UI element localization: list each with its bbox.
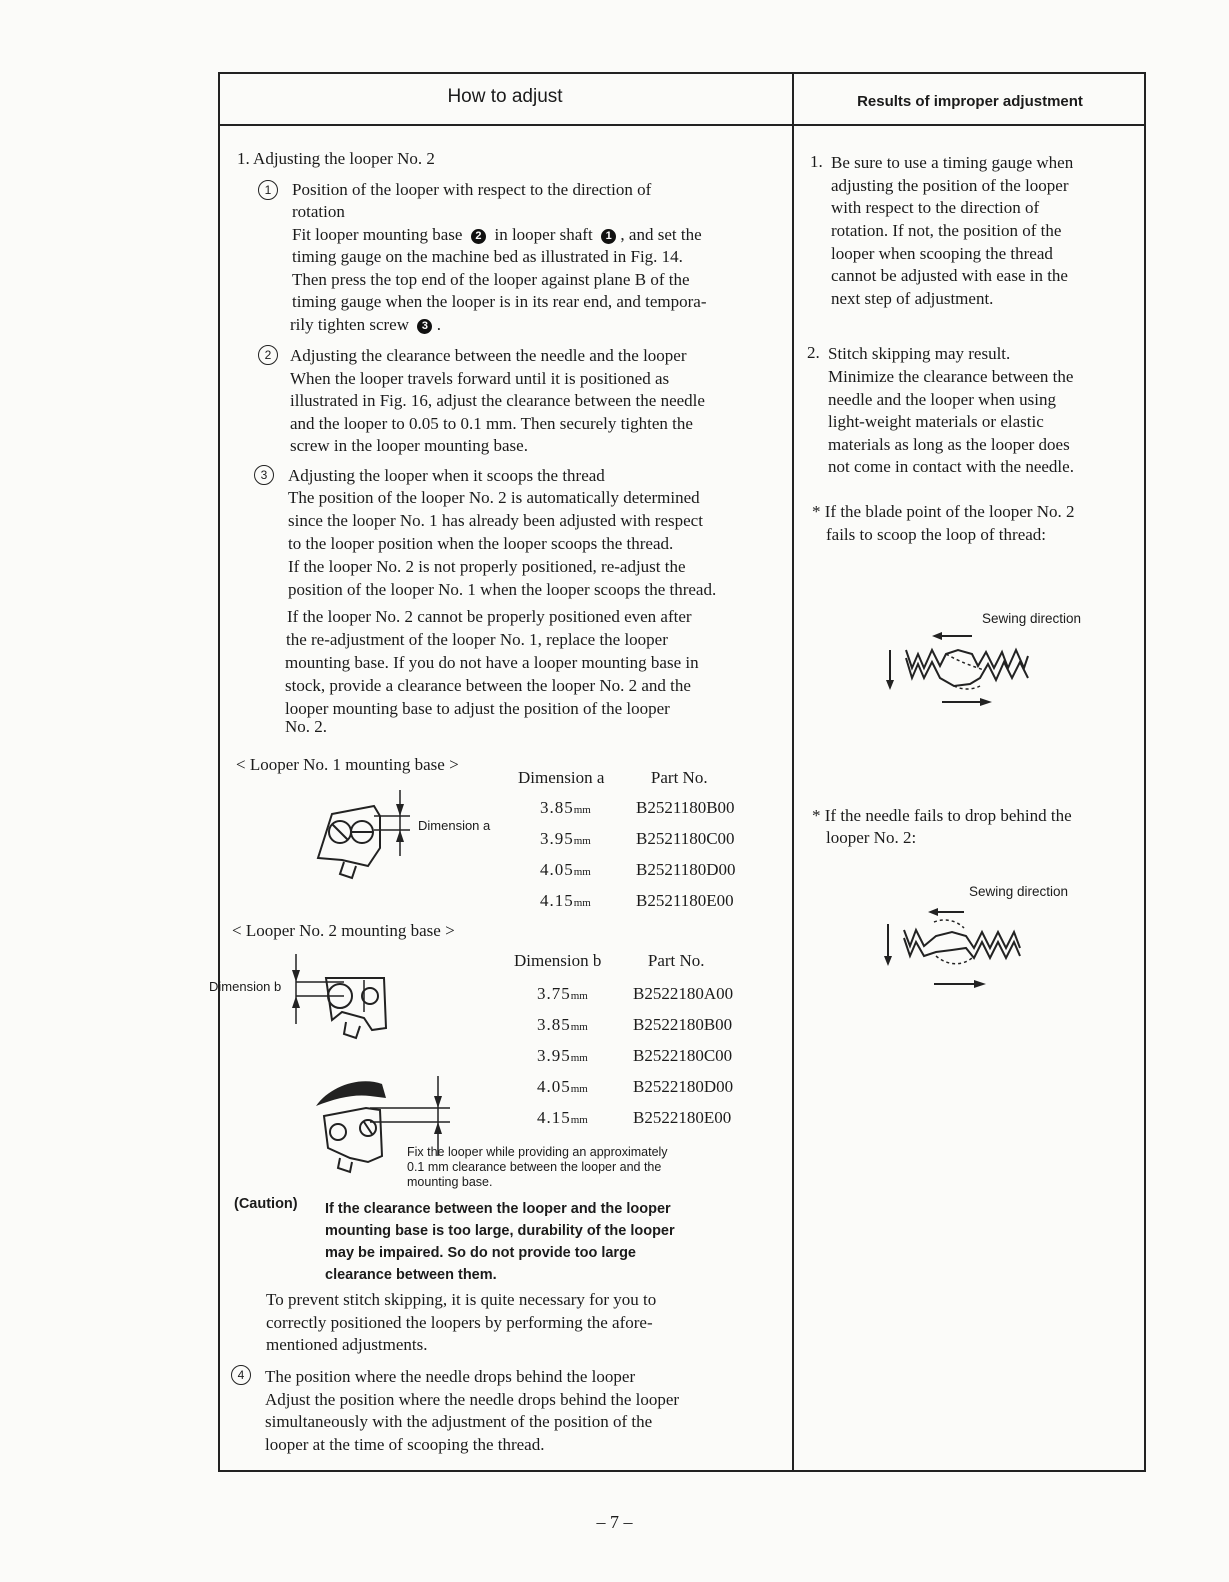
prevent-line: correctly positioned the loopers by performing the afore- [266,1313,653,1332]
result-1-line: Be sure to use a timing gauge when [831,153,1074,172]
table2-row [537,1108,731,1128]
step-3-line: Adjusting the looper when it scoops the thread [288,466,605,485]
table1-header [518,768,708,788]
case-2-line: * If the needle fails to drop behind the [812,806,1072,825]
looper1-mounting-base-illustration [310,786,420,890]
table1-row [540,798,735,818]
prevent-line: mentioned adjustments. [266,1335,428,1354]
table2-part-cell: B2522180C00 [633,1046,733,1065]
stitch-diagram-1 [880,628,1040,712]
table2-part-cell: B2522180B00 [633,1015,733,1034]
step-3-line: If the looper No. 2 is not properly positioned, re-adjust the [288,557,686,576]
fix-note-line: 0.1 mm clearance between the looper and the [407,1160,662,1174]
circled-number-1: 1 [258,180,278,200]
table1-header-part: Part No. [650,768,708,787]
table2-dimension-cell [537,1077,617,1097]
step-3-line: No. 2. [285,717,328,736]
result-1-line: cannot be adjusted with ease in the [831,266,1068,285]
column-divider [792,72,794,1472]
caution-line: may be impaired. So do not provide too large [325,1245,636,1261]
table1-part-cell: B2521180E00 [636,891,734,910]
looper1-title: < Looper No. 1 mounting base > [236,755,459,774]
result-2-line: materials as long as the looper does [828,435,1070,454]
header-how-to-adjust: How to adjust [447,86,563,107]
table1-part-cell: B2521180C00 [636,829,735,848]
table2-header-dimension: Dimension b [514,951,602,970]
dimension-unit: mm [570,1021,588,1033]
table2-dimension-cell [537,1108,617,1128]
table2-part-cell: B2522180E00 [633,1108,732,1127]
step-3-line: If the looper No. 2 cannot be properly positioned even after [287,607,692,626]
table2-part-cell: B2522180A00 [633,984,734,1003]
table2-dimension-cell [537,984,617,1004]
result-1-line: looper when scooping the thread [831,244,1053,263]
dimension-unit: mm [570,990,588,1002]
step-2-line: Adjusting the clearance between the needle and the looper [290,346,687,365]
step-1-line: Then press the top end of the looper against plane B of the [292,270,690,289]
dimension-a-label: Dimension a [418,818,491,833]
table2-row [537,1046,732,1066]
circled-number-2: 2 [258,345,278,365]
table1-part-cell: B2521180D00 [636,860,736,879]
step-1-line [292,224,702,247]
part-number-badge: 3 [417,319,432,334]
step-1-line: timing gauge when the looper is in its rear end, and tempora- [292,292,707,311]
step-3-line: looper mounting base to adjust the position of the looper [285,699,670,718]
text-segment: rily tighten screw [290,315,409,334]
dimension-unit: mm [573,897,591,909]
result-2-line: Minimize the clearance between the [828,367,1074,386]
result-2-line: needle and the looper when using [828,390,1057,409]
case-2-line: looper No. 2: [826,828,917,847]
table2-dimension-cell [537,1015,617,1035]
caution-line: If the clearance between the looper and the looper [325,1201,671,1217]
step-4-line: Adjust the position where the needle drops behind the looper [265,1390,680,1409]
step-2-line: and the looper to 0.05 to 0.1 mm. Then securely tighten the [290,414,693,433]
result-1-line: adjusting the position of the looper [831,176,1069,195]
result-1-line: next step of adjustment. [831,289,994,308]
looper2-mounting-base-illustration [284,950,399,1042]
dimension-unit: mm [573,804,591,816]
dimension-value: 4.15 [540,891,574,910]
header-results: Results of improper adjustment [857,93,1083,110]
result-2-number: 2. [807,343,820,362]
caution-text [325,1198,675,1286]
dimension-unit: mm [573,866,591,878]
step-4-line: looper at the time of scooping the thread. [265,1435,545,1454]
result-1-line: rotation. If not, the position of the [831,221,1062,240]
fix-note-line: Fix the looper while providing an approximately [407,1145,668,1159]
dimension-unit: mm [570,1114,588,1126]
step-4-line: The position where the needle drops behind the looper [265,1367,636,1386]
step-1-line [290,314,441,337]
table1-header-dimension: Dimension a [518,768,605,787]
caution-line: clearance between them. [325,1267,497,1283]
table2-row [537,1015,732,1035]
dimension-b-label: Dimension b [209,979,282,994]
fix-note-line: mounting base. [407,1175,493,1189]
dimension-value: 3.95 [540,829,574,848]
step-3-line: stock, provide a clearance between the looper No. 2 and the [285,676,691,695]
table2-row [537,984,733,1004]
table1-row [540,860,736,880]
table1-dimension-cell [540,891,620,911]
table1-dimension-cell [540,860,620,880]
case-1-line: * If the blade point of the looper No. 2 [812,502,1075,521]
table2-dimension-cell [537,1046,617,1066]
result-2-line: Stitch skipping may result. [828,344,1011,363]
dimension-value: 3.85 [540,798,574,817]
result-1-line: with respect to the direction of [831,198,1040,217]
step-3-line: the re-adjustment of the looper No. 1, replace the looper [286,630,668,649]
step-4-line: simultaneously with the adjustment of the position of the [265,1412,653,1431]
dimension-value: 4.05 [540,860,574,879]
result-2-line: light-weight materials or elastic [828,412,1044,431]
table2-header-part: Part No. [647,951,705,970]
table1-dimension-cell [540,798,620,818]
step-1-line: timing gauge on the machine bed as illustrated in Fig. 14. [292,247,683,266]
caution-line: mounting base is too large, durability of the looper [325,1223,675,1239]
step-2-line: When the looper travels forward until it is positioned as [290,369,670,388]
text-segment: in looper shaft [494,225,593,244]
looper2-title: < Looper No. 2 mounting base > [232,921,455,940]
step-2-line: illustrated in Fig. 16, adjust the clearance between the needle [290,391,705,410]
step-3-line: since the looper No. 1 has already been adjusted with respect [288,511,703,530]
part-number-badge: 2 [471,229,486,244]
section-1-title: 1. Adjusting the looper No. 2 [237,149,435,168]
dimension-value: 4.15 [537,1108,571,1127]
text-segment: Fit looper mounting base [292,225,463,244]
stitch-diagram-2 [876,900,1036,992]
table2-part-cell: B2522180D00 [633,1077,734,1096]
dimension-unit: mm [570,1052,588,1064]
case-1-line: fails to scoop the loop of thread: [826,525,1047,544]
step-3-line: to the looper position when the looper scoops the thread. [288,534,674,553]
page-number: – 7 – [596,1512,633,1532]
sewing-direction-label-2: Sewing direction [969,884,1069,899]
dimension-value: 4.05 [537,1077,571,1096]
table2-header [514,951,705,971]
dimension-value: 3.95 [537,1046,571,1065]
step-3-line: position of the looper No. 1 when the looper scoops the thread. [288,580,717,599]
step-3-line: The position of the looper No. 2 is automatically determined [288,488,700,507]
table1-part-cell: B2521180B00 [636,798,735,817]
text-segment: . [436,315,441,334]
fix-note [407,1145,668,1190]
part-number-badge: 1 [601,229,616,244]
dimension-value: 3.85 [537,1015,571,1034]
step-2-line: screw in the looper mounting base. [290,436,528,455]
result-1-number: 1. [810,152,823,171]
circled-number-4: 4 [231,1365,251,1385]
header-divider [218,124,1146,126]
dimension-unit: mm [573,835,591,847]
result-2-line: not come in contact with the needle. [828,457,1074,476]
step-1-line: Position of the looper with respect to the direction of [292,180,652,199]
table1-row [540,829,735,849]
prevent-line: To prevent stitch skipping, it is quite necessary for you to [266,1290,657,1309]
table1-row [540,891,734,911]
sewing-direction-label-1: Sewing direction [982,611,1082,626]
step-3-line: mounting base. If you do not have a looper mounting base in [285,653,699,672]
dimension-value: 3.75 [537,984,571,1003]
step-1-line: rotation [292,202,345,221]
circled-number-3: 3 [254,465,274,485]
text-segment: , and set the [620,225,702,244]
table2-row [537,1077,733,1097]
table1-dimension-cell [540,829,620,849]
caution-label: (Caution) [234,1196,298,1212]
dimension-unit: mm [570,1083,588,1095]
